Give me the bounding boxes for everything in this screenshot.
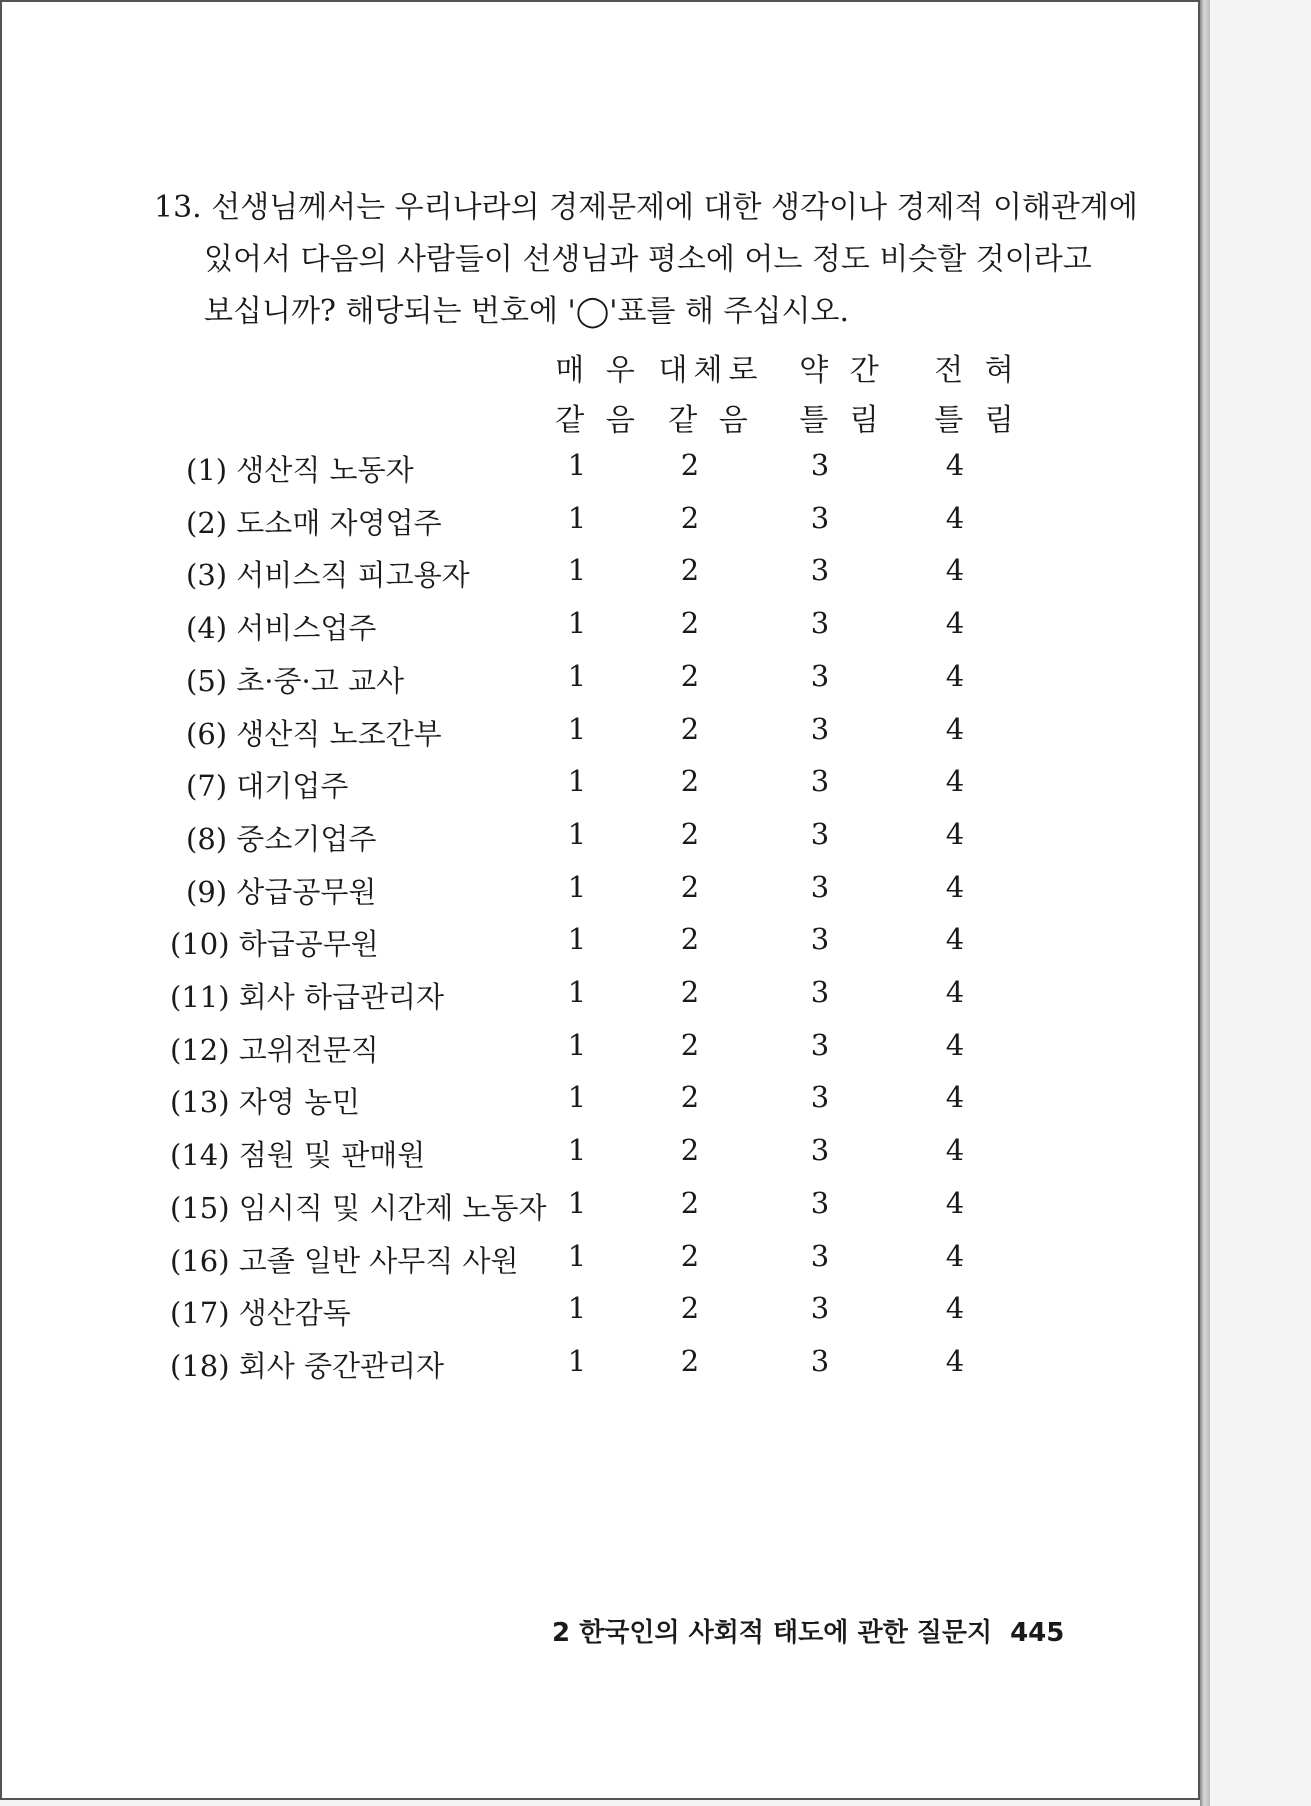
scale-option-2[interactable]: 2	[680, 606, 700, 641]
table-row	[2, 975, 1202, 1019]
scale-option-3[interactable]: 3	[810, 816, 830, 851]
table-row	[2, 606, 1202, 650]
scale-option-3[interactable]: 3	[810, 1027, 830, 1062]
scale-option-2[interactable]: 2	[680, 922, 700, 957]
scale-option-3[interactable]: 3	[810, 658, 830, 693]
scale-option-1[interactable]: 1	[567, 869, 587, 904]
scale-option-1[interactable]: 1	[567, 448, 587, 482]
scale-option-4[interactable]: 4	[945, 869, 965, 904]
page-edge-shadow	[1200, 0, 1210, 1806]
scale-option-2[interactable]: 2	[680, 1343, 700, 1378]
scale-option-4[interactable]: 4	[945, 764, 965, 799]
item-label: (9) 상급공무원	[186, 874, 377, 909]
scale-option-4[interactable]: 4	[945, 1027, 965, 1062]
table-row	[2, 448, 1202, 492]
scale-option-2[interactable]: 2	[680, 1080, 700, 1115]
scale-option-4[interactable]: 4	[945, 1185, 965, 1220]
question-line-2: 있어서 다음의 사람들이 선생님과 평소에 어느 정도 비슷할 것이라고	[204, 242, 1092, 277]
scale-option-4[interactable]: 4	[945, 975, 965, 1009]
footer-title: 2 한국인의 사회적 태도에 관한 질문지	[552, 1618, 993, 1648]
item-label: (18) 회사 중간관리자	[170, 1348, 445, 1383]
scale-option-1[interactable]: 1	[567, 500, 587, 535]
scale-option-3[interactable]: 3	[810, 1080, 830, 1115]
scale-option-1[interactable]: 1	[567, 606, 587, 641]
scale-option-4[interactable]: 4	[945, 1238, 965, 1273]
scale-option-1[interactable]: 1	[567, 1185, 587, 1220]
scale-option-4[interactable]: 4	[945, 658, 965, 693]
scale-header-2-top: 대체로	[658, 353, 764, 388]
table-row	[2, 817, 1202, 861]
scale-option-1[interactable]: 1	[567, 816, 587, 851]
scale-option-2[interactable]: 2	[680, 1027, 700, 1062]
item-label: (3) 서비스직 피고용자	[186, 558, 470, 593]
scale-option-2[interactable]: 2	[680, 711, 700, 746]
scale-option-1[interactable]: 1	[567, 1080, 587, 1115]
scale-option-4[interactable]: 4	[945, 1291, 965, 1326]
table-row	[2, 1133, 1202, 1177]
scale-option-4[interactable]: 4	[945, 553, 965, 588]
table-row	[2, 870, 1202, 914]
table-row	[2, 501, 1202, 545]
scale-header-1-top: 매 우	[555, 353, 641, 388]
scale-option-1[interactable]: 1	[567, 764, 587, 799]
item-label: (17) 생산감독	[170, 1296, 351, 1331]
scale-option-4[interactable]: 4	[945, 1343, 965, 1378]
question-line-1: 13. 선생님께서는 우리나라의 경제문제에 대한 생각이나 경제적 이해관계에	[154, 190, 1138, 225]
scale-option-4[interactable]: 4	[945, 500, 965, 535]
item-label: (14) 점원 및 판매원	[170, 1138, 426, 1173]
scale-option-3[interactable]: 3	[810, 500, 830, 535]
scale-option-1[interactable]: 1	[567, 1133, 587, 1168]
scale-option-2[interactable]: 2	[680, 1185, 700, 1220]
item-label: (8) 중소기업주	[186, 821, 377, 856]
scale-option-2[interactable]: 2	[680, 553, 700, 588]
scale-option-3[interactable]: 3	[810, 1343, 830, 1378]
scale-option-1[interactable]: 1	[567, 711, 587, 746]
scale-option-3[interactable]: 3	[810, 1291, 830, 1326]
item-label: (6) 생산직 노조간부	[186, 716, 442, 751]
scale-option-1[interactable]: 1	[567, 553, 587, 588]
scale-option-1[interactable]: 1	[567, 1027, 587, 1062]
scale-option-1[interactable]: 1	[567, 1343, 587, 1378]
scale-option-3[interactable]: 3	[810, 606, 830, 641]
scale-option-3[interactable]: 3	[810, 922, 830, 957]
scale-option-3[interactable]: 3	[810, 553, 830, 588]
item-label: (2) 도소매 자영업주	[186, 505, 442, 540]
item-label: (1) 생산직 노동자	[186, 453, 414, 487]
scale-option-1[interactable]: 1	[567, 1238, 587, 1273]
page-number: 445	[1010, 1618, 1065, 1648]
scale-option-1[interactable]: 1	[567, 1291, 587, 1326]
item-label: (11) 회사 하급관리자	[170, 980, 445, 1014]
table-row	[2, 1239, 1202, 1283]
scale-option-3[interactable]: 3	[810, 711, 830, 746]
scale-option-1[interactable]: 1	[567, 658, 587, 693]
scale-option-4[interactable]: 4	[945, 922, 965, 957]
scale-option-2[interactable]: 2	[680, 869, 700, 904]
scale-option-3[interactable]: 3	[810, 869, 830, 904]
question-line-3: 보십니까? 해당되는 번호에 '◯'표를 해 주십시오.	[204, 294, 850, 329]
scale-option-4[interactable]: 4	[945, 1080, 965, 1115]
scale-option-4[interactable]: 4	[945, 816, 965, 851]
scale-option-4[interactable]: 4	[945, 1133, 965, 1168]
table-row	[2, 1291, 1202, 1335]
item-label: (12) 고위전문직	[170, 1032, 379, 1067]
item-label: (5) 초·중·고 교사	[186, 663, 405, 698]
scale-option-2[interactable]: 2	[680, 1238, 700, 1273]
table-row	[2, 1028, 1202, 1072]
item-label: (16) 고졸 일반 사무직 사원	[170, 1243, 519, 1278]
scale-option-2[interactable]: 2	[680, 1291, 700, 1326]
scale-header-3-top: 약 간	[799, 353, 885, 388]
scale-option-4[interactable]: 4	[945, 606, 965, 641]
scale-option-3[interactable]: 3	[810, 448, 830, 482]
item-label: (7) 대기업주	[186, 769, 349, 804]
scale-option-1[interactable]: 1	[567, 922, 587, 957]
table-row	[2, 553, 1202, 597]
scale-option-4[interactable]: 4	[945, 711, 965, 746]
scale-option-2[interactable]: 2	[680, 816, 700, 851]
table-row	[2, 712, 1202, 756]
item-label: (10) 하급공무원	[170, 927, 379, 962]
scale-option-3[interactable]: 3	[810, 764, 830, 799]
scale-option-2[interactable]: 2	[680, 500, 700, 535]
scale-header-4-bottom: 틀 림	[934, 403, 1020, 438]
scale-option-3[interactable]: 3	[810, 1238, 830, 1273]
item-label: (13) 자영 농민	[170, 1085, 361, 1120]
scale-option-3[interactable]: 3	[810, 975, 830, 1009]
scale-option-3[interactable]: 3	[810, 1133, 830, 1168]
scale-option-2[interactable]: 2	[680, 975, 700, 1009]
item-label: (4) 서비스업주	[186, 611, 377, 646]
page-footer	[552, 1612, 1064, 1649]
table-row	[2, 659, 1202, 703]
scale-header-3-bottom: 틀 림	[799, 403, 885, 438]
table-row	[2, 1344, 1202, 1388]
table-row	[2, 1080, 1202, 1124]
scale-option-1[interactable]: 1	[567, 975, 587, 1009]
table-row	[2, 1186, 1202, 1230]
scale-option-3[interactable]: 3	[810, 1185, 830, 1220]
table-row	[2, 922, 1202, 966]
scale-header-1-bottom: 같 음	[555, 403, 641, 438]
scale-option-2[interactable]: 2	[680, 1133, 700, 1168]
scale-header-4-top: 전 혀	[934, 353, 1020, 388]
table-row	[2, 764, 1202, 808]
scale-option-2[interactable]: 2	[680, 658, 700, 693]
scale-option-2[interactable]: 2	[680, 448, 700, 482]
scale-option-4[interactable]: 4	[945, 448, 965, 482]
scale-header-2-bottom: 같 음	[668, 403, 754, 438]
item-label: (15) 임시직 및 시간제 노동자	[170, 1190, 547, 1225]
question-text	[154, 182, 1138, 338]
scale-option-2[interactable]: 2	[680, 764, 700, 799]
